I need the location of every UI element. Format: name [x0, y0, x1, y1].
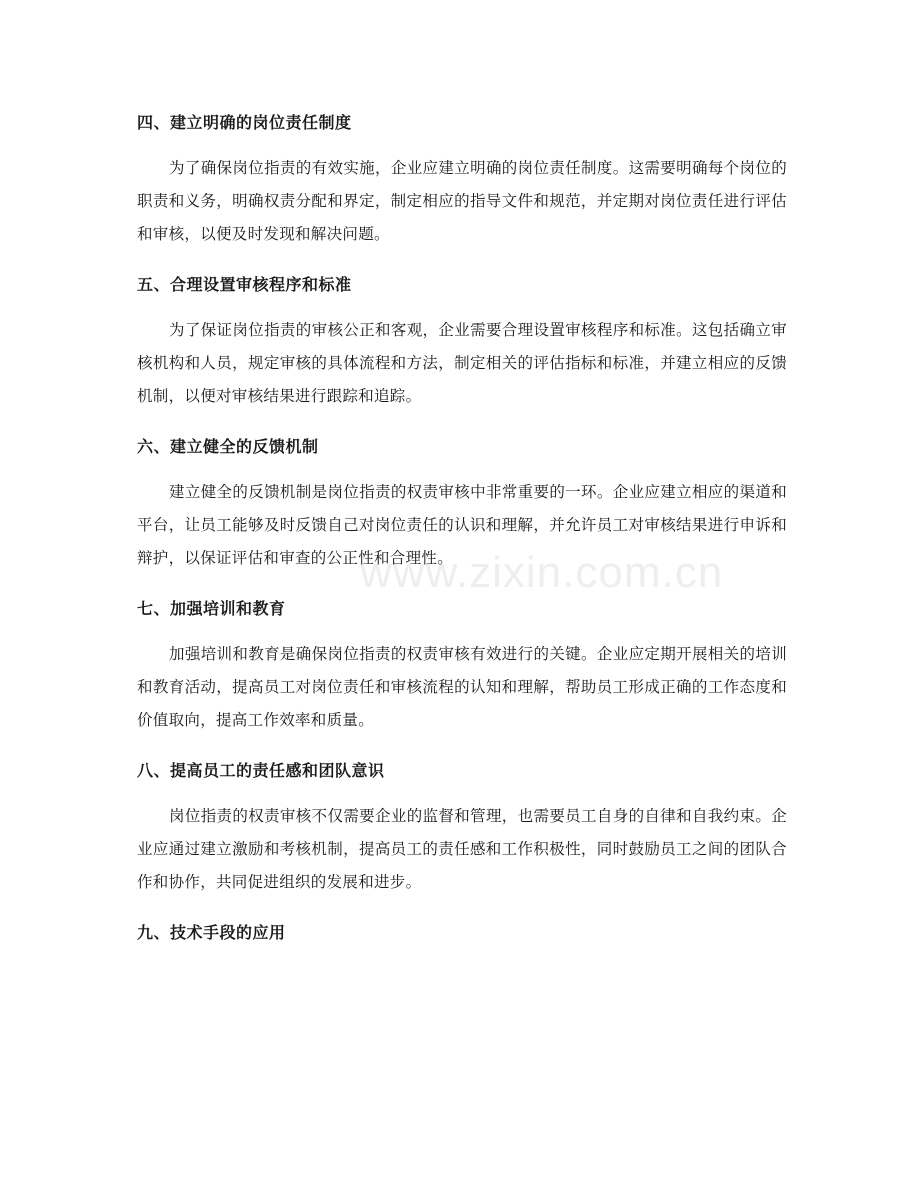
- section-title-9: 九、技术手段的应用: [137, 923, 286, 942]
- section-title-5: 五、合理设置审核程序和标准: [137, 275, 352, 294]
- section-title-6: 六、建立健全的反馈机制: [137, 437, 319, 456]
- watermark: www.zixin.com.cn: [360, 548, 724, 597]
- section-body-8: 岗位指责的权责审核不仅需要企业的监督和管理，也需要员工自身的自律和自我约束。企业应通过建立激励和考核机制，提高员工的责任感和工作积极性，同时鼓励员工之间的团队合作和协作，共同促进组织的发展和进步。: [137, 807, 787, 891]
- section-title-7: 七、加强培训和教育: [137, 599, 286, 618]
- section-title-4: 四、建立明确的岗位责任制度: [137, 113, 352, 132]
- section-title-8: 八、提高员工的责任感和团队意识: [137, 761, 385, 780]
- document-content: [137, 104, 787, 952]
- section-body-7: 加强培训和教育是确保岗位指责的权责审核有效进行的关键。企业应定期开展相关的培训和教育活动，提高员工对岗位责任和审核流程的认知和理解，帮助员工形成正确的工作态度和价值取向，提高工作效率和质量。: [137, 645, 787, 729]
- section-body-4: 为了确保岗位指责的有效实施，企业应建立明确的岗位责任制度。这需要明确每个岗位的职责和义务，明确权责分配和界定，制定相应的指导文件和规范，并定期对岗位责任进行评估和审核，以便及时发现和解决问题。: [137, 159, 787, 243]
- section-body-6: 建立健全的反馈机制是岗位指责的权责审核中非常重要的一环。企业应建立相应的渠道和平台，让员工能够及时反馈自己对岗位责任的认识和理解，并允许员工对审核结果进行申诉和辩护，以保证评估和审查的公正性和合理性。: [137, 483, 787, 567]
- section-body-5: 为了保证岗位指责的审核公正和客观，企业需要合理设置审核程序和标准。这包括确立审核机构和人员，规定审核的具体流程和方法，制定相关的评估指标和标准，并建立相应的反馈机制，以便对审核结果进行跟踪和追踪。: [137, 321, 787, 405]
